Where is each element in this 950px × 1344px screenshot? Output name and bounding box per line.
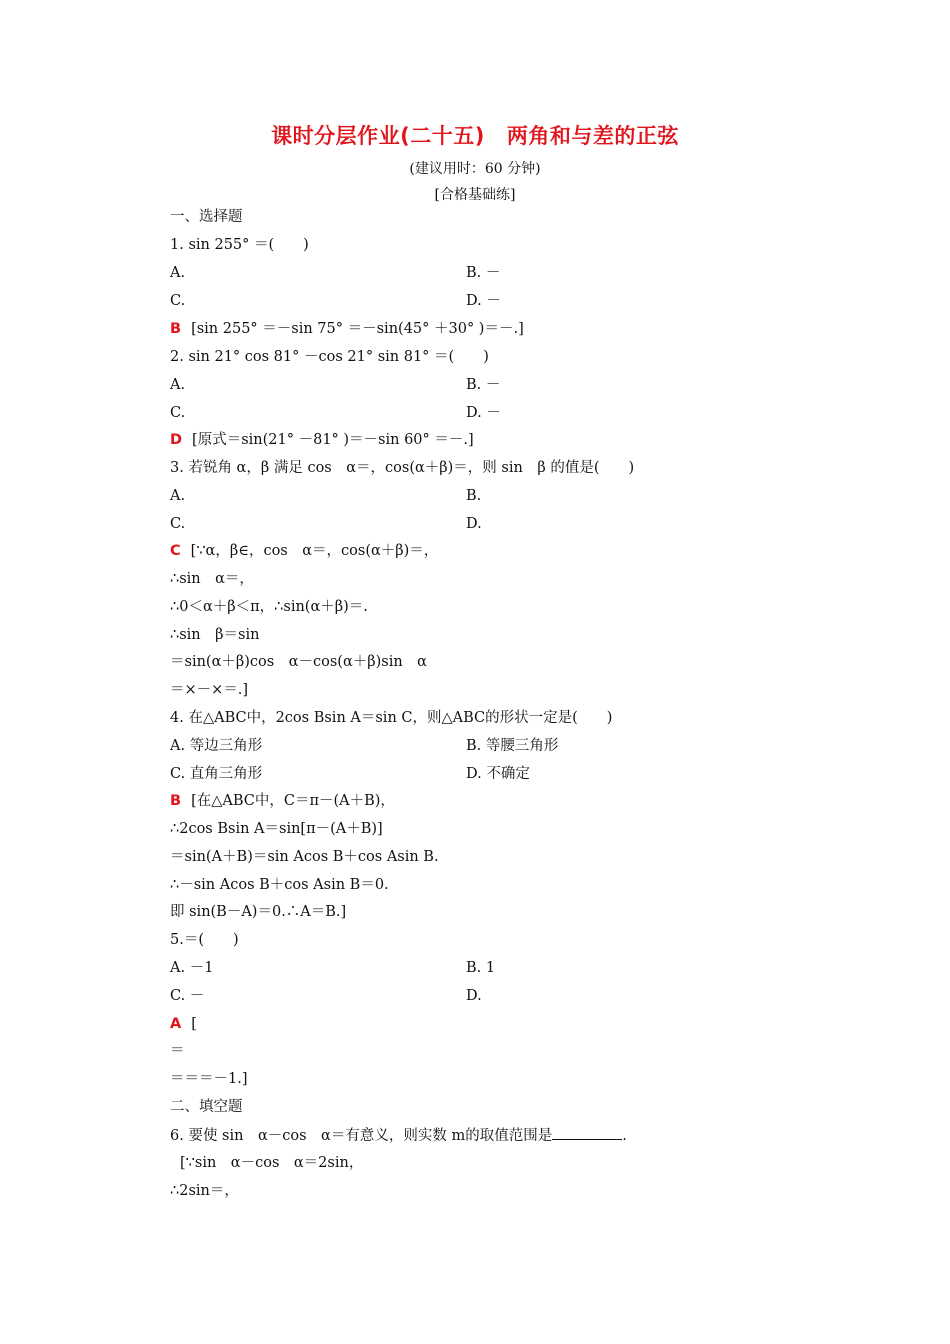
solution-line bbox=[170, 319, 524, 339]
answer-letter: D bbox=[170, 432, 183, 448]
solution-line: ∴2sin＝， bbox=[170, 1183, 239, 1199]
option-d: D. bbox=[466, 516, 482, 532]
solution-line bbox=[170, 1014, 197, 1034]
solution-text: [在△ABC中，C＝π－(A＋B)， bbox=[191, 793, 395, 809]
solution-line: ＝＝＝－1.] bbox=[170, 1071, 248, 1087]
solution-line: ∴－sin Acos B＋cos Asin B＝0. bbox=[170, 877, 389, 893]
question-stem: 5.＝( ) bbox=[170, 932, 239, 948]
question-stem: 2. sin 21° cos 81° －cos 21° sin 81° ＝( ) bbox=[170, 349, 489, 365]
title-part2: 两角和与差的正弦 bbox=[506, 124, 679, 148]
solution-text: [∵α，β∈，cos α＝，cos(α＋β)＝， bbox=[190, 543, 439, 559]
solution-line: ∴sin β＝sin bbox=[170, 627, 260, 643]
option-b: B. － bbox=[466, 265, 501, 281]
solution-line: ∴sin α＝， bbox=[170, 571, 254, 587]
solution-line: 即 sin(B－A)＝0.∴A＝B.] bbox=[170, 904, 347, 920]
solution-line bbox=[170, 541, 438, 561]
solution-line: ＝×－×＝.] bbox=[170, 682, 249, 698]
answer-letter: B bbox=[170, 793, 182, 809]
solution-line bbox=[170, 430, 474, 450]
question-text: 6. 要使 sin α－cos α＝有意义，则实数 m的取值范围是 bbox=[170, 1128, 553, 1144]
solution-text: [原式＝sin(21° －81° )＝－sin 60° ＝－.] bbox=[192, 432, 474, 448]
solution-line: ＝ bbox=[170, 1043, 185, 1059]
option-a: A. bbox=[170, 377, 186, 393]
page-title bbox=[0, 120, 950, 150]
question-stem: 1. sin 255° ＝( ) bbox=[170, 237, 309, 253]
solution-text: [sin 255° ＝－sin 75° ＝－sin(45° ＋30° )＝－.] bbox=[191, 321, 524, 337]
fill-in-blank bbox=[552, 1125, 622, 1140]
option-a: A. bbox=[170, 488, 186, 504]
level-label: [合格基础练] bbox=[434, 187, 516, 203]
question-stem: 4. 在△ABC中，2cos Bsin A＝sin C，则△ABC的形状一定是( ) bbox=[170, 710, 613, 726]
option-d: D. 不确定 bbox=[466, 766, 530, 782]
option-b: B. 1 bbox=[466, 960, 496, 976]
answer-letter: A bbox=[170, 1016, 182, 1032]
solution-line: ＝sin(A＋B)＝sin Acos B＋cos Asin B. bbox=[170, 849, 439, 865]
option-b: B. － bbox=[466, 377, 501, 393]
option-d: D. － bbox=[466, 405, 501, 421]
solution-line: [∵sin α－cos α＝2sin， bbox=[180, 1155, 364, 1171]
option-c: C. bbox=[170, 516, 186, 532]
solution-line: ＝sin(α＋β)cos α－cos(α＋β)sin α bbox=[170, 654, 427, 670]
option-a: A. －1 bbox=[170, 960, 214, 976]
option-c: C. bbox=[170, 405, 186, 421]
option-d: D. bbox=[466, 988, 482, 1004]
option-d: D. － bbox=[466, 293, 501, 309]
option-c: C. bbox=[170, 293, 186, 309]
option-b: B. 等腰三角形 bbox=[466, 738, 559, 754]
solution-line bbox=[170, 791, 395, 811]
option-a: A. bbox=[170, 265, 186, 281]
option-c: C. － bbox=[170, 988, 205, 1004]
solution-text: [ bbox=[191, 1016, 197, 1032]
option-b: B. bbox=[466, 488, 482, 504]
solution-line: ∴0＜α＋β＜π，∴sin(α＋β)＝. bbox=[170, 599, 368, 615]
title-part1: 课时分层作业(二十五) bbox=[271, 124, 485, 148]
question-stem: 3. 若锐角 α，β 满足 cos α＝，cos(α＋β)＝，则 sin β 的值是( ) bbox=[170, 460, 635, 476]
answer-letter: C bbox=[170, 543, 181, 559]
option-a: A. 等边三角形 bbox=[170, 738, 263, 754]
section-heading: 二、填空题 bbox=[170, 1099, 243, 1115]
question-end: . bbox=[622, 1128, 627, 1144]
time-hint: (建议用时：60 分钟) bbox=[409, 161, 541, 177]
option-c: C. 直角三角形 bbox=[170, 766, 263, 782]
answer-letter: B bbox=[170, 321, 182, 337]
solution-line: ∴2cos Bsin A＝sin[π－(A＋B)] bbox=[170, 821, 383, 837]
section-heading: 一、选择题 bbox=[170, 209, 243, 225]
question-stem bbox=[170, 1125, 627, 1146]
